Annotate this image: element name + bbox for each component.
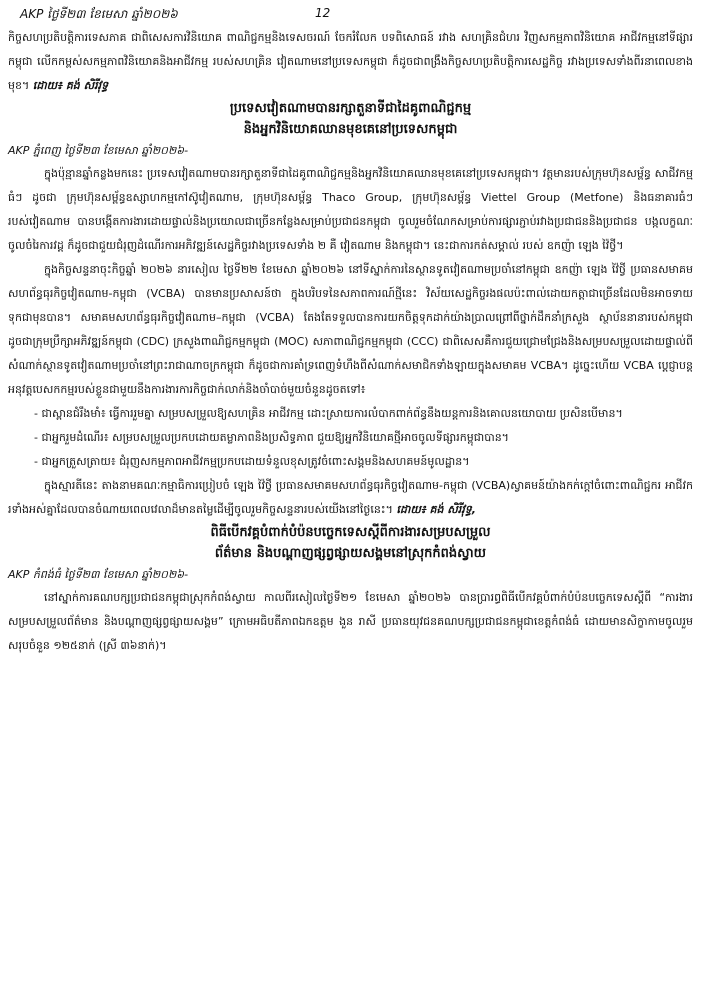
- article1-bullet-2: - ជាអ្នករួមដំណើរ៖ សម្របសម្រួលប្រកបដោយតម្លាភាពនិងប្រសិទ្ធភាព ជួយឱ្យអ្នកវិនិយោគថ្មីអាចចូលទីផ្សារកម្ពុជាបាន។: [34, 431, 509, 444]
- continuation-text: កិច្ចសហប្រតិបត្តិការទេសភាគ ជាពិសេសការវិនិយោគ ពាណិជ្ជកម្មនិងទេសចរណ៍ ចែករំលែក បទពិសោធន៍ រវាង សហគ្រិនជំហរ វិញសកម្មភាពវិនិយោគ អាជីវកម្មនៅទីផ្សារកម្ពុជា លើកកម្ពស់សកម្មភាពវិនិយោគនិងអាជីវកម្ម របស់សហគ្រិន វៀតណាមនៅប្រទេសកម្ពុជា ក៏ដូចជាពង្រឹងកិច្ចសហប្រតិបត្តិការសេដ្ឋកិច្ច រវាងប្រទេសទាំងពីរនាពេលខាងមុខ។: [8, 31, 693, 92]
- article1-title: [8, 98, 693, 140]
- article2-title-line1: ពិធីបើកវគ្គបំពាក់បំប៉នបច្ចេកទេសស្ដីពីការងារសម្របសម្រួល: [210, 525, 491, 540]
- header-dateline: AKP ថ្ងៃទី២៣ ខែមេសា ឆ្នាំ២០២៦: [20, 7, 178, 21]
- article1-byline: ដោយ៖ គង់ សិរីវុទ្ធ,: [396, 503, 476, 516]
- article2-title: [8, 522, 693, 564]
- article2-title-line2: ព័ត៌មាន និងបណ្ដាញផ្សព្វផ្សាយសង្គមនៅស្រុកកំពង់ស្វាយ: [214, 546, 487, 561]
- article1-dateline: AKP ភ្នំពេញ ថ្ងៃទី២៣ ខែមេសា ឆ្នាំ២០២៦-: [8, 144, 189, 157]
- article1-paragraph-2: ក្នុងកិច្ចសន្ទនាចុះកិច្ចឆ្នាំ ២០២៦ នារសៀល ថ្ងៃទី២២ ខែមេសា ឆ្នាំ២០២៦ នៅទីស្នាក់ការនៃស្ថានទូតវៀតណាមប្រចាំនៅកម្ពុជា ឧកញ៉ា ឡេង វ៉ៃថ្វី ប្រធានសមាគមសហព័ន្ធធុរកិច្ចវៀតណាម-កម្ពុជា (VCBA) បានមានប្រសាសន៍ថា ក្នុងបរិបទនៃសភាពការណ៍ថ្មីនេះ វិស័យសេដ្ឋកិច្ចរងផលប៉ះពាល់ដោយកត្តាជាច្រើនដែលមិនអាចទាយទុកជាមុនបាន។ សមាគមសហព័ន្ធធុរកិច្ចវៀតណាម–កម្ពុជា (VCBA) តែងតែទទួលបានការយកចិត្តទុកដាក់យ៉ាងប្រាលព្រៅពីថ្នាក់ដឹកនាំក្រសួង ស្ថាប័ននានារបស់កម្ពុជា ដូចជាក្រុមប្រឹក្សាអភិវឌ្ឍន៍កម្ពុជា (CDC) ក្រសួងពាណិជ្ជកម្មកម្ពុជា (MOC) សភាពាណិជ្ជកម្មកម្ពុជា (CCC) ជាពិសេសគឺការជួយជ្រោមជ្រែងនិងសម្របសម្រួលដោយផ្ទាល់ពីសំណាក់ស្ថានទូតវៀតណាមប្រចាំនៅព្រះរាជាណាចក្រកម្ពុជា ក៏ដូចជាការគាំទ្រពេញទំហឹងពីសំណាក់សមាជិកទាំងឡាយក្នុងសមាគម VCBA។ ដូច្នេះហើយ VCBA ប្ដេជ្ញាបន្តអនុវត្តបេសកកម្មរបស់ខ្លួនជាមួយនឹងការងារការកិច្ចជាក់លាក់និងចាំបាច់មួយចំនួនដូចតទៅ៖: [8, 263, 693, 396]
- article1-paragraph-1: ក្នុងប៉ុន្មានឆ្នាំកន្លងមកនេះ ប្រទេសវៀតណាមបានរក្សាតួនាទីជាដៃគូពាណិជ្ជកម្មនិងអ្នកវិនិយោគឈានមុខគេនៅប្រទេសកម្ពុជា។ វត្តមានរបស់ក្រុមហ៊ុនសម្ព័ន្ធ សាជីវកម្មធំៗ ដូចជា ក្រុមហ៊ុនសម្ព័ន្ធឧស្សាហកម្មកៅស៊ូវៀតណាម, ក្រុមហ៊ុនសម្ព័ន្ធ Thaco Group, ក្រុមហ៊ុនសម្ព័ន្ធ Viettel Group (Metfone) និងធនាគារធំៗ របស់វៀតណាម បានបង្កើតការងារដោយផ្ទាល់និងប្រយោលជាច្រើនកន្លែងសម្រាប់ប្រជាជនកម្ពុជា ចូលរួមចំណែកសម្រាប់ការផ្សារភ្ជាប់រវាងប្រជាជននិងប្រជាជន បង្កលក្ខណៈ ចូលចំរៃការវដ្ត ក៏ដូចជាជួយជំរុញដំណើរការអភិវឌ្ឍន៍សេដ្ឋកិច្ចរវាងប្រទេសទាំង ២ គឺ វៀតណាម និងកម្ពុជា។ នេះជាការកត់សម្គាល់ របស់ ឧកញ៉ា ឡេង វ៉ៃថ្វី។: [8, 167, 693, 252]
- article1-closing: [8, 474, 693, 522]
- article1-title-line1: ប្រទេសវៀតណាមបានរក្សាតួនាទីជាដៃគូពាណិជ្ជកម្ម: [229, 101, 472, 116]
- page-number: 12: [315, 6, 331, 20]
- article2-paragraph: នៅស្នាក់ការគណបក្សប្រជាជនកម្ពុជាស្រុកកំពង់ស្វាយ កាលពីរសៀលថ្ងៃទី២១ ខែមេសា ឆ្នាំ២០២៦ បានប្រារព្ធពិធីបើកវគ្គបំពាក់បំប៉នបច្ចេកទេសស្ដីពី “ការងារសម្របសម្រួលព័ត៌មាន និងបណ្ដាញផ្សព្វផ្សាយសង្គម” ក្រោមអធិបតីភាពឯកឧត្តម ងួន រាសី ប្រធានយុវជនគណបក្សប្រជាជនកម្ពុជាខេត្តកំពង់ធំ ដោយមានសិក្ខាកាមចូលរួមសរុបចំនួន ១២៥នាក់ (ស្រី ៣៦នាក់)។: [8, 591, 693, 652]
- article1-title-line2: និងអ្នកវិនិយោគឈានមុខគេនៅប្រទេសកម្ពុជា: [243, 122, 458, 137]
- article1-closing-text: ក្នុងស្មារតីនេះ តាងនាមគណៈកម្មាធិការប្រៀបចំ ឡេង វ៉ៃថ្វី ប្រធានសមាគមសហព័ន្ធធុរកិច្ចវៀតណាម-កម្ពុជា (VCBA)ស្វាគមន៍យ៉ាងកក់ក្ដៅចំពោះពាណិជ្ជករ អាជីវករទាំងអស់គ្នាដែលបានចំណាយពេលវេលាដ៏មានតម្លៃដើម្បីចូលរួមកិច្ចសន្ទនារបស់យើងនៅថ្ងៃនេះ។: [8, 479, 693, 516]
- continuation-byline: ដោយ៖ គង់ សិរីវុទ្ធ: [32, 79, 109, 92]
- continuation-paragraph: [8, 26, 693, 98]
- article2-dateline: AKP កំពង់ធំ ថ្ងៃទី២៣ ខែមេសា ឆ្នាំ២០២៦-: [8, 568, 189, 581]
- page-header: [8, 0, 693, 26]
- article1-bullet-1: - ជាស្ពានជំរឹងមាំ៖ ធ្វើការរួមគ្នា សម្របសម្រួលឱ្យសហគ្រិន អាជីវកម្ម ដោះស្រាយការលំបាកពាក់ព័ន្ធនឹងយន្តការនិងគោលនយោបាយ ប្រសិនបើមាន។: [34, 407, 623, 420]
- article1-bullet-3: - ជាអ្នកត្រួសត្រាយ៖ ជំរុញសកម្មភាពអាជីវកម្មប្រកបដោយទំនួលខុសត្រូវចំពោះសង្គមនិងសហគមន៍មូលដ្ឋាន។: [34, 455, 470, 468]
